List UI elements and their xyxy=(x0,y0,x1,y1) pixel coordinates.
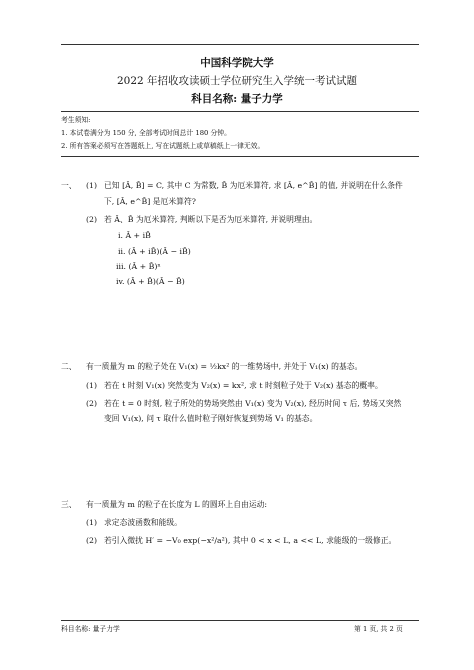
notice-rule xyxy=(61,156,419,157)
q3-p2-line1: 若引入微扰 H′ = −V₀ exp(−x²/a²), 其中 0 < x < L, a << L, 求能级的一级修正。 xyxy=(104,536,397,545)
subject-title: 科目名称: 量子力学 xyxy=(191,93,283,105)
part-label: (2) xyxy=(86,399,98,408)
part-label: (1) xyxy=(86,181,98,190)
question-number: 一、 xyxy=(61,181,77,190)
university-name: 中国科学院大学 xyxy=(200,57,274,69)
q1-p1-line1: 已知 [Â, B̂] = C, 其中 C 为常数, B̂ 为厄米算符, 求 [Â, e^B̂] 的值, 并说明在什么条件 xyxy=(104,181,403,190)
list-item: iii. (Â + B̂)ⁿ xyxy=(116,262,161,271)
list-item: i. Â + iB̂ xyxy=(118,231,151,240)
q1-p2-line1: 若 Â、B̂ 为厄米算符, 判断以下是否为厄米算符, 并说明理由。 xyxy=(104,215,318,224)
notice-item: 2. 所有答案必须写在答题纸上, 写在试题纸上或草稿纸上一律无效。 xyxy=(61,142,265,150)
q2-p1-line1: 若在 t 时刻 V₁(x) 突然变为 V₂(x) = kx², 求 t 时刻粒子处于 V₂(x) 基态的概率。 xyxy=(104,381,383,390)
exam-title: 2022 年招收攻读硕士学位研究生入学统一考试试题 xyxy=(116,75,358,87)
footer-subject: 科目名称: 量子力学 xyxy=(61,625,120,633)
part-label: (1) xyxy=(86,381,98,390)
title-rule xyxy=(61,111,419,112)
question-number: 三、 xyxy=(61,500,77,509)
page-number: 第 1 页, 共 2 页 xyxy=(354,625,403,633)
notice-item: 1. 本试卷满分为 150 分, 全部考试时间总计 180 分钟。 xyxy=(61,129,231,137)
q2-p2-line1: 若在 t = 0 时刻, 粒子所处的势场突然由 V₁(x) 变为 V₂(x), 经历时间 τ 后, 势场又突然 xyxy=(104,399,402,408)
q3-intro: 有一质量为 m 的粒子在长度为 L 的圆环上自由运动: xyxy=(86,500,268,509)
q2-intro: 有一质量为 m 的粒子处在 V₁(x) = ½kx² 的一维势场中, 并处于 V₁(x) 的基态。 xyxy=(86,362,363,371)
list-item: iv. (Â + B̂)(Â − B̂) xyxy=(116,277,185,286)
part-label: (2) xyxy=(86,215,98,224)
part-label: (1) xyxy=(86,518,98,527)
q2-p2-line2: 变回 V₁(x), 问 τ 取什么值时粒子刚好恢复到势场 V₁ 的基态。 xyxy=(104,414,318,423)
header-rule xyxy=(61,44,419,45)
q3-p1-line1: 求定态波函数和能级。 xyxy=(104,518,182,527)
list-item: ii. (Â + iB̂)(Â − iB̂) xyxy=(118,247,191,256)
footer-rule xyxy=(61,620,419,621)
question-number: 二、 xyxy=(61,362,77,371)
q1-p1-line2: 下, [Â, e^B̂] 是厄米算符? xyxy=(104,197,196,206)
notice-heading: 考生须知: xyxy=(61,116,91,124)
part-label: (2) xyxy=(86,536,98,545)
